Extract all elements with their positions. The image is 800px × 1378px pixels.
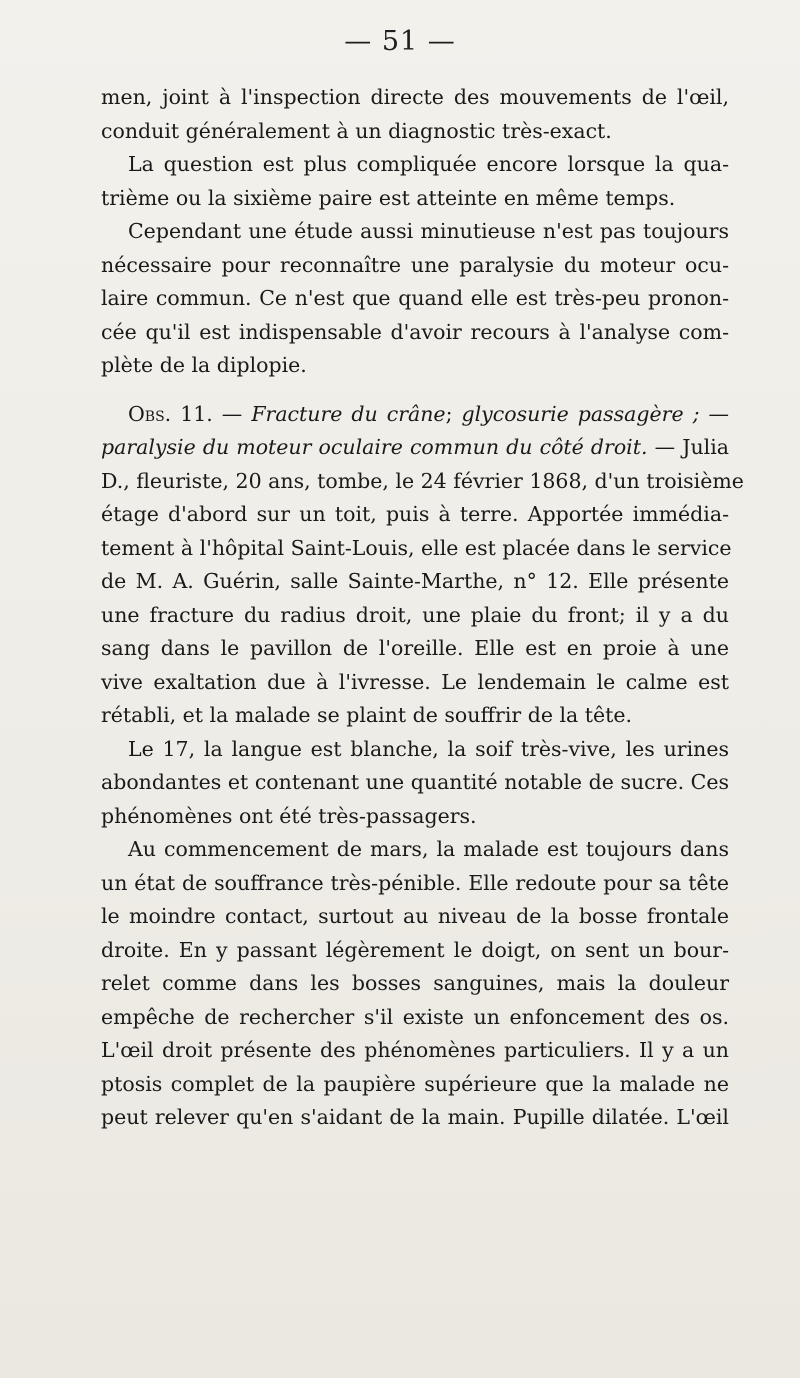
- text-line: phénomènes ont été très-passagers.: [101, 803, 477, 828]
- text-line: Cependant une étude aussi minutieuse n'est pas toujours: [128, 219, 729, 243]
- observation-title-paralysie: paralysie du moteur oculaire commun du côté droit.: [101, 435, 648, 459]
- observation-dash-2: —: [699, 401, 729, 426]
- observation-label: Obs. 11.: [128, 401, 213, 426]
- paragraph: [101, 833, 729, 1135]
- observation-title-fracture: Fracture du crâne: [251, 401, 446, 426]
- text-line: Le 17, la langue est blanche, la soif très-vive, les urines: [128, 736, 729, 761]
- text-line: trième ou la sixième paire est atteinte en même temps.: [101, 185, 676, 210]
- text-line: plète de la diplopie.: [101, 353, 307, 377]
- paragraph: [101, 215, 729, 383]
- text-line: Au commencement de mars, la malade est toujours dans: [128, 837, 729, 861]
- observation-paragraph: [101, 398, 744, 733]
- text-line: le moindre contact, surtout au niveau de la bosse frontale: [101, 904, 729, 928]
- observation-after-title: — Julia: [647, 435, 729, 459]
- text-line: un état de souffrance très-pénible. Elle redoute pour sa tête: [101, 870, 729, 895]
- text-line: peut relever qu'en s'aidant de la main. Pupille dilatée. L'œil: [101, 1105, 729, 1129]
- text-line: nécessaire pour reconnaître une paralysie du moteur ocu-: [101, 252, 729, 277]
- observation-title-glycosurie: glycosurie passagère ;: [461, 401, 700, 426]
- paragraph: [101, 81, 729, 148]
- text-line: vive exaltation due à l'ivresse. Le lendemain le calme est: [101, 669, 729, 694]
- observation-heading-line: [101, 398, 729, 432]
- text-line: étage d'abord sur un toit, puis à terre. Apportée immédia-: [101, 502, 729, 526]
- text-line: une fracture du radius droit, une plaie du front; il y a du: [101, 602, 729, 627]
- text-line: relet comme dans les bosses sanguines, mais la douleur: [101, 971, 729, 995]
- text-line: D., fleuriste, 20 ans, tombe, le 24 février 1868, d'un troisième: [101, 468, 744, 493]
- body-text: [101, 81, 744, 1135]
- paragraph: [101, 148, 729, 215]
- paragraph: [101, 733, 729, 834]
- text-line: La question est plus compliquée encore lorsque la qua-: [128, 152, 729, 176]
- page-number: — 51 —: [344, 26, 456, 57]
- text-line: ptosis complet de la paupière supérieure que la malade ne: [101, 1071, 729, 1096]
- text-line: rétabli, et la malade se plaint de souffrir de la tête.: [101, 703, 633, 727]
- text-line: tement à l'hôpital Saint-Louis, elle est placée dans le service: [101, 535, 732, 560]
- observation-title-separator: ;: [445, 401, 462, 426]
- text-line: sang dans le pavillon de l'oreille. Elle est en proie à une: [101, 636, 729, 660]
- text-line: laire commun. Ce n'est que quand elle est très-peu pronon-: [101, 286, 729, 310]
- observation-heading-line-2: [101, 431, 729, 465]
- text-line: de M. A. Guérin, salle Sainte-Marthe, n° 12. Elle présente: [101, 569, 729, 593]
- text-line: abondantes et contenant une quantité notable de sucre. Ces: [101, 770, 729, 794]
- text-line: empêche de rechercher s'il existe un enfoncement des os.: [101, 1004, 729, 1029]
- text-line: cée qu'il est indispensable d'avoir recours à l'analyse com-: [101, 319, 729, 344]
- text-line: L'œil droit présente des phénomènes particuliers. Il y a un: [101, 1038, 729, 1062]
- observation-dash: —: [212, 401, 252, 426]
- text-line: droite. En y passant légèrement le doigt, on sent un bour-: [101, 937, 729, 962]
- text-line: men, joint à l'inspection directe des mouvements de l'œil,: [101, 85, 729, 109]
- text-line: conduit généralement à un diagnostic très-exact.: [101, 118, 612, 143]
